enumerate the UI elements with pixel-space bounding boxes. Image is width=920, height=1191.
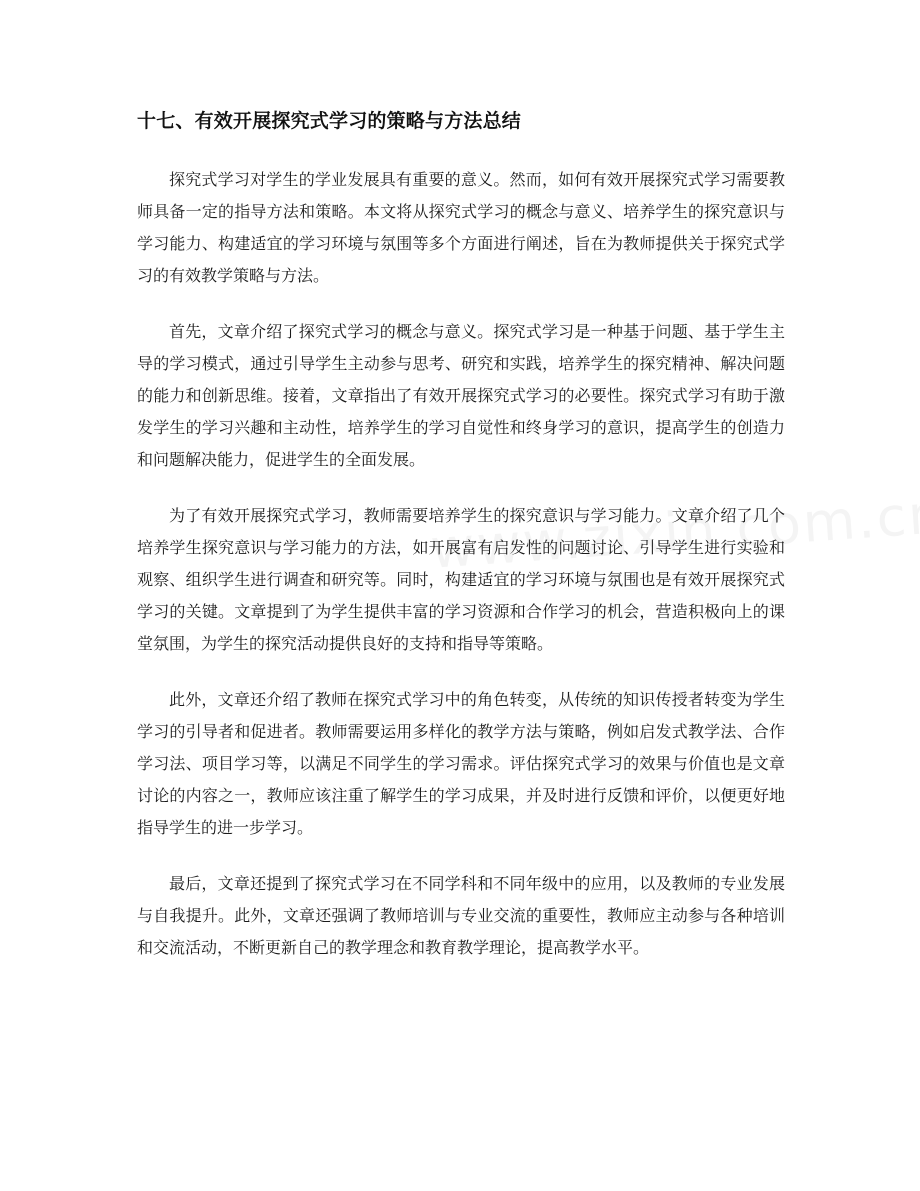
paragraph-1: 探究式学习对学生的学业发展具有重要的意义。然而，如何有效开展探究式学习需要教师具备一定的指导方法和策略。本文将从探究式学习的概念与意义、培养学生的探究意识与学习能力、构建适宜的学习环境与氛围等多个方面进行阐述，旨在为教师提供关于探究式学习的有效教学策略与方法。 (137, 170, 785, 285)
document-content (137, 104, 785, 988)
paragraph-4: 此外，文章还介绍了教师在探究式学习中的角色转变，从传统的知识传授者转变为学生学习的引导者和促进者。教师需要运用多样化的教学方法与策略，例如启发式教学法、合作学习法、项目学习等，以满足不同学生的学习需求。评估探究式学习的效果与价值也是文章讨论的内容之一，教师应该注重了解学生的学习成果，并及时进行反馈和评价，以便更好地指导学生的进一步学习。 (137, 690, 785, 837)
paragraph-3: 为了有效开展探究式学习，教师需要培养学生的探究意识与学习能力。文章介绍了几个培养学生探究意识与学习能力的方法，如开展富有启发性的问题讨论、引导学生进行实验和观察、组织学生进行调查和研究等。同时，构建适宜的学习环境与氛围也是有效开展探究式学习的关键。文章提到了为学生提供丰富的学习资源和合作学习的机会，营造积极向上的课堂氛围，为学生的探究活动提供良好的支持和指导等策略。 (137, 506, 785, 653)
section-heading: 十七、有效开展探究式学习的策略与方法总结 (137, 110, 522, 132)
paragraph-5: 最后，文章还提到了探究式学习在不同学科和不同年级中的应用，以及教师的专业发展与自我提升。此外，文章还强调了教师培训与专业交流的重要性，教师应主动参与各种培训和交流活动，不断更新自己的教学理念和教育教学理论，提高教学水平。 (137, 874, 785, 957)
paragraph-2: 首先，文章介绍了探究式学习的概念与意义。探究式学习是一种基于问题、基于学生主导的学习模式，通过引导学生主动参与思考、研究和实践，培养学生的探究精神、解决问题的能力和创新思维。接着，文章指出了有效开展探究式学习的必要性。探究式学习有助于激发学生的学习兴趣和主动性，培养学生的学习自觉性和终身学习的意识，提高学生的创造力和问题解决能力，促进学生的全面发展。 (137, 322, 785, 469)
